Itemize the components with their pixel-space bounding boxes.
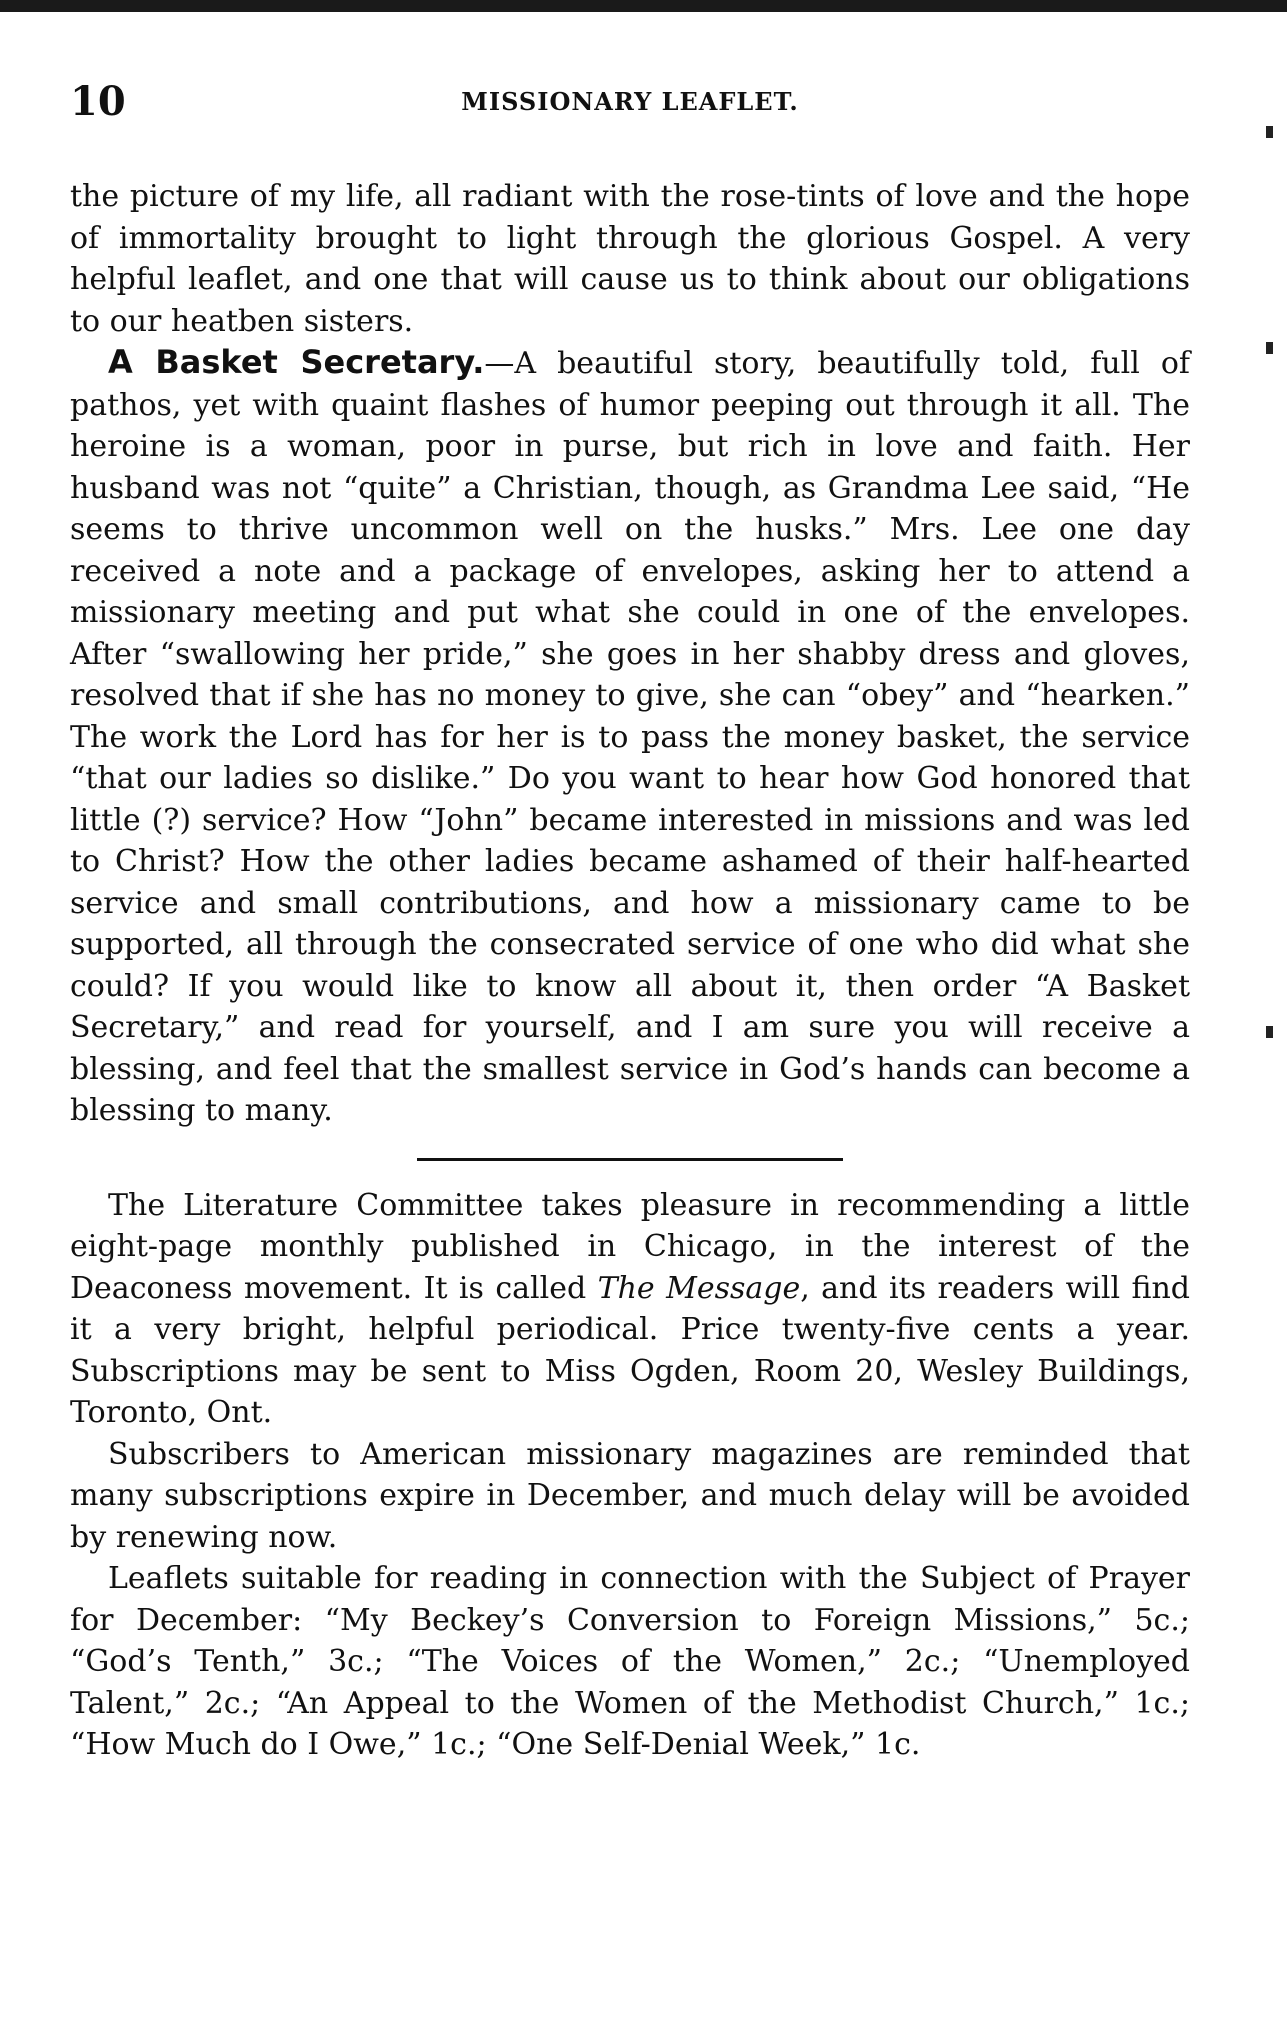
paragraph-text: Subscribers to American missionary magazines are reminded that many subscriptions expire in December, and much delay will be avoided by renewing now. [70,1436,1190,1555]
paragraph-literature-committee [70,1185,1190,1434]
paragraph-text: The Literature Committee takes pleasure in recommending a little eight-page monthly published in Chicago, in the interest of the Deaconess movement. It is called [70,1187,1190,1306]
running-head [70,78,1190,134]
top-edge-rule [0,0,1287,12]
running-title: MISSIONARY LEAFLET. [461,87,799,116]
periodical-title: The Message [597,1270,801,1306]
paragraph-leaflets [70,1558,1190,1766]
paragraph-text: —A beautiful story, beautifully told, full of pathos, yet with quaint flashes of humor peeping out through it all. The heroine is a woman, poor in purse, but rich in love and faith. Her husband was not “quite” a Christian, though, as Grandma Lee said, “He seems to thrive uncommon well on the husks.” Mrs. Lee one day received a note and a package of envelopes, asking her to attend a missionary meeting and put what she could in one of the envelopes. After “swallowing her pride,” she goes in her shabby dress and gloves, resolved that if she has no money to give, she can “obey” and “hearken.” The work the Lord has for her is to pass the money basket, the service “that our ladies so dislike.” Do you want to hear how God honored that little (?) service? How “John” became interested in missions and was led to Christ? How the other ladies became ashamed of their half-hearted service and small contributions, and how a missionary came to be supported, all through the consecrated service of one who did what she could? If you would like to know all about it, then order “A Basket Secretary,” and read for yourself, and I am sure you will receive a blessing, and feel that the smallest service in God’s hands can become a blessing to many. [70,346,1190,1128]
page [70,78,1190,1766]
paragraph-subscribers [70,1434,1190,1559]
paragraph-text: , and its readers will find it a very bright, helpful periodical. Price twenty-five cents a year. Subscriptions may be sent to Miss Ogden, Room 20, Wesley Buildings, Toronto, Ont. [70,1270,1190,1430]
paragraph-text: Leaflets suitable for reading in connection with the Subject of Prayer for December: “My Beckey’s Conversion to Foreign Missions,” 5c.; “God’s Tenth,” 3c.; “The Voices of the Women,” 2c.; “Unemployed Talent,” 2c.; “An Appeal to the Women of the Methodist Church,” 1c.; “How Much do I Owe,” 1c.; “One Self-Denial Week,” 1c. [70,1561,1190,1762]
section-heading: A Basket Secretary. [108,343,485,381]
margin-mark [1266,1026,1273,1038]
section-divider [417,1158,843,1161]
page-number: 10 [70,78,126,125]
paragraph-continuation [70,176,1190,342]
margin-mark [1266,342,1273,354]
paragraph-text: the picture of my life, all radiant with the rose-tints of love and the hope of immortality brought to light through the glorious Gospel. A very helpful leaflet, and one that will cause us to think about our obligations to our heatben sisters. [70,179,1190,339]
body-text [70,176,1190,1766]
paragraph-basket-secretary [70,342,1190,1132]
margin-mark [1266,126,1273,138]
